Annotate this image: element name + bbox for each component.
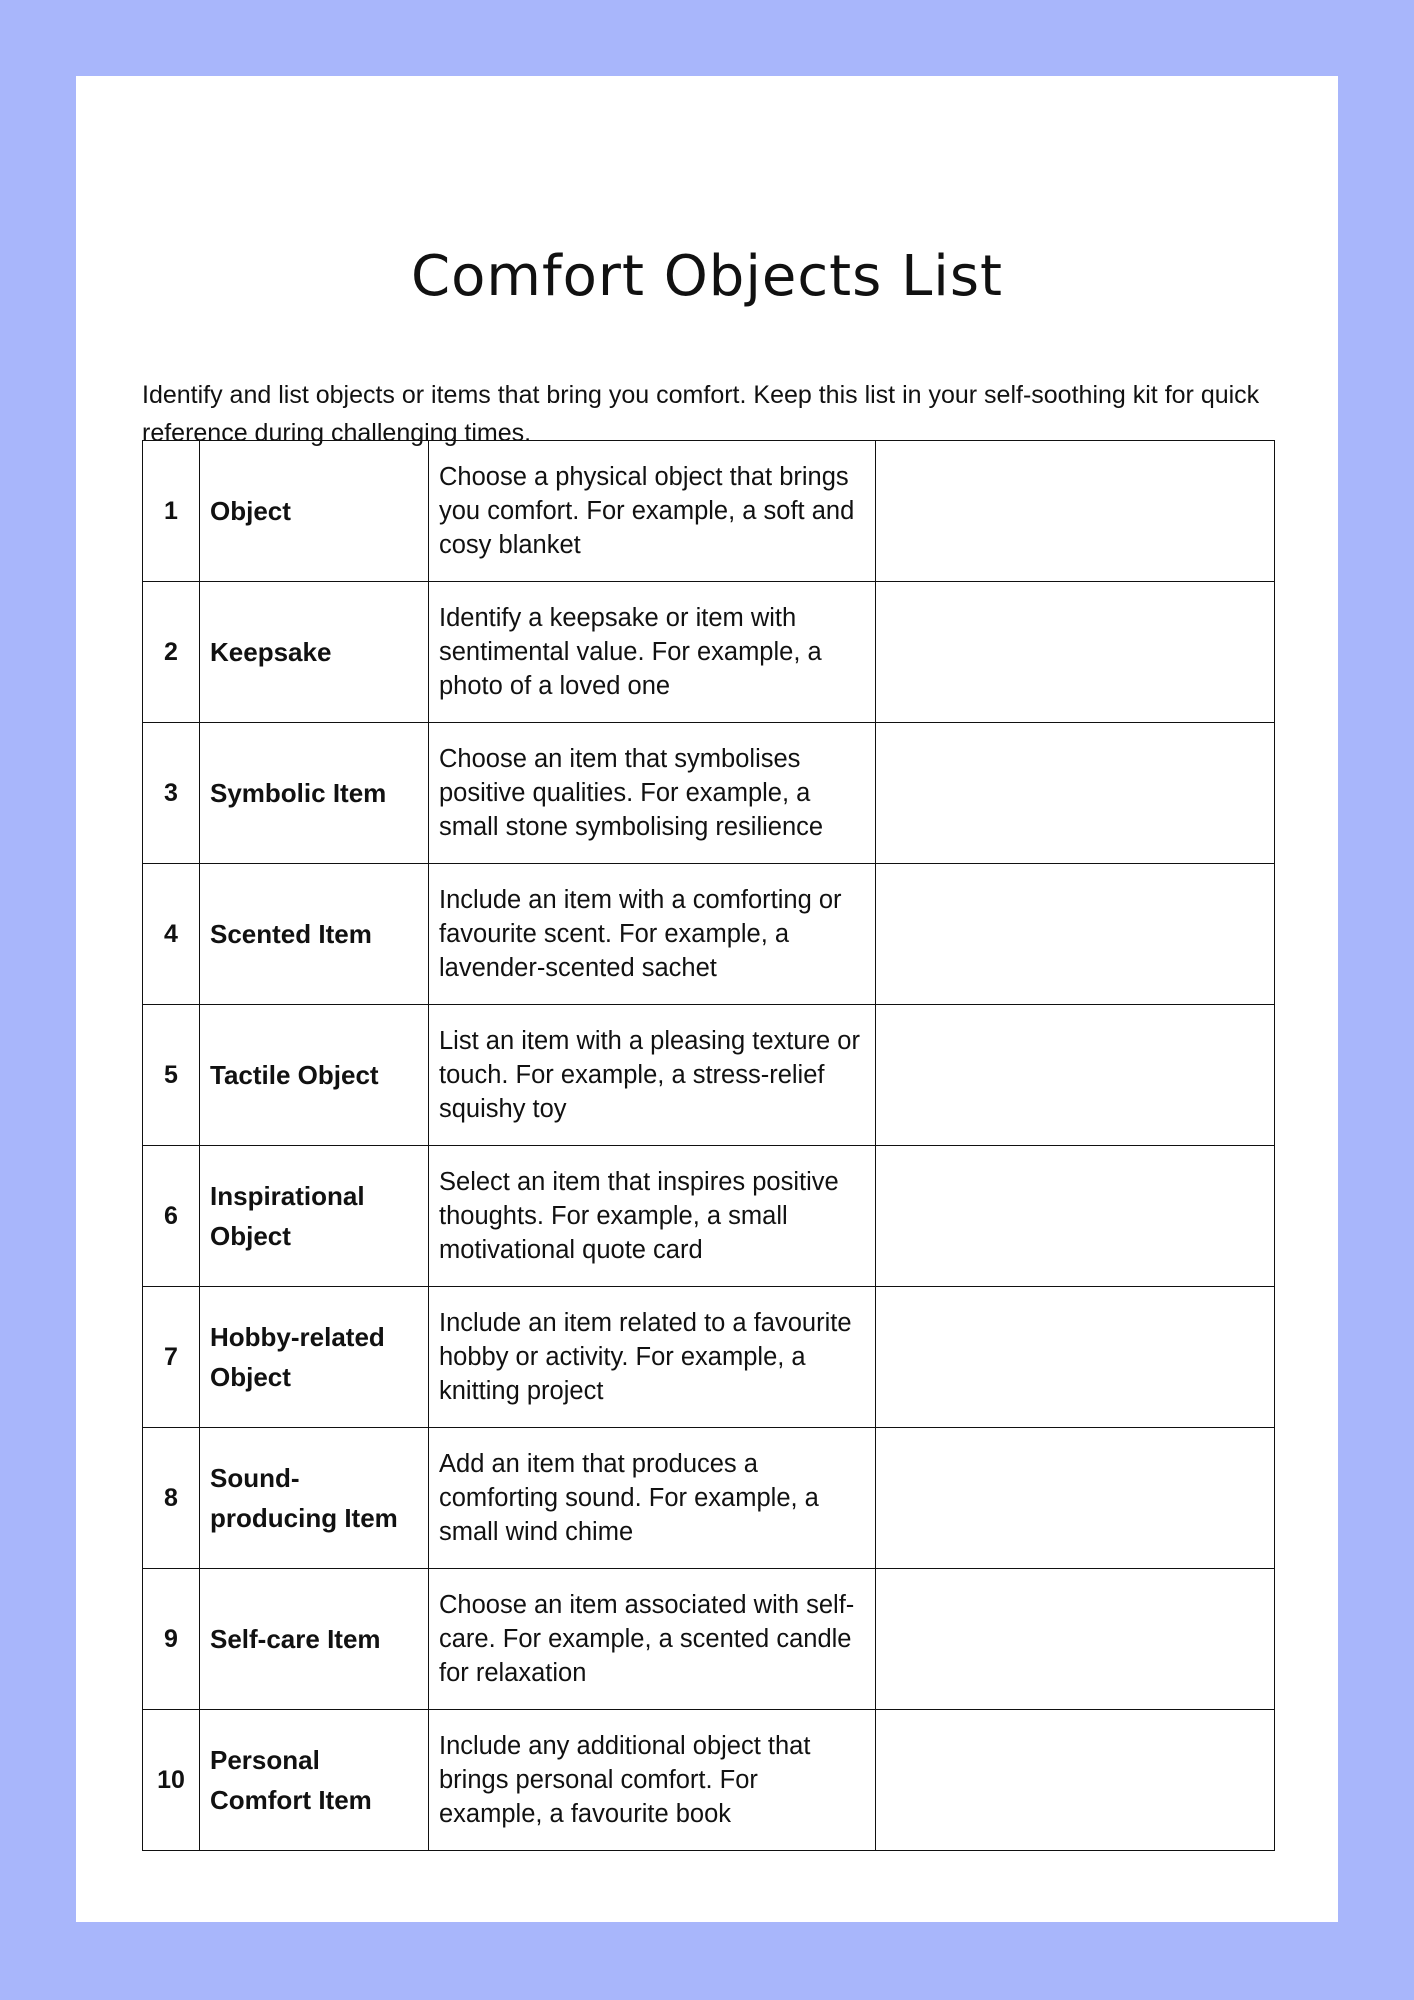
row-number: 3 [143, 723, 200, 864]
item-description: Identify a keepsake or item with sentimental value. For example, a photo of a loved one [429, 582, 876, 723]
answer-cell[interactable] [876, 441, 1275, 582]
item-category: Object [200, 441, 429, 582]
row-number: 9 [143, 1569, 200, 1710]
answer-cell[interactable] [876, 723, 1275, 864]
item-category: Personal Comfort Item [200, 1710, 429, 1851]
answer-cell[interactable] [876, 1569, 1275, 1710]
answer-cell[interactable] [876, 1287, 1275, 1428]
page-title: Comfort Objects List [411, 244, 1003, 309]
item-description: Select an item that inspires positive thoughts. For example, a small motivational quote card [429, 1146, 876, 1287]
table-row [143, 864, 1275, 1005]
table-row [143, 582, 1275, 723]
item-category: Scented Item [200, 864, 429, 1005]
intro-text: Identify and list objects or items that bring you comfort. Keep this list in your self-soothing kit for quick reference during challenging times. [142, 381, 1260, 447]
answer-cell[interactable] [876, 1428, 1275, 1569]
item-category: Symbolic Item [200, 723, 429, 864]
answer-cell[interactable] [876, 1146, 1275, 1287]
item-category: Self-care Item [200, 1569, 429, 1710]
item-description: Include an item with a comforting or favourite scent. For example, a lavender-scented sachet [429, 864, 876, 1005]
table-row [143, 1146, 1275, 1287]
table-row [143, 723, 1275, 864]
table-row [143, 1710, 1275, 1851]
item-description: Choose an item associated with self-care. For example, a scented candle for relaxation [429, 1569, 876, 1710]
item-description: Include an item related to a favourite hobby or activity. For example, a knitting project [429, 1287, 876, 1428]
answer-cell[interactable] [876, 1005, 1275, 1146]
item-description: Choose a physical object that brings you comfort. For example, a soft and cosy blanket [429, 441, 876, 582]
item-description: Include any additional object that brings personal comfort. For example, a favourite book [429, 1710, 876, 1851]
row-number: 6 [143, 1146, 200, 1287]
row-number: 8 [143, 1428, 200, 1569]
item-category: Inspirational Object [200, 1146, 429, 1287]
table-row [143, 1005, 1275, 1146]
row-number: 4 [143, 864, 200, 1005]
row-number: 5 [143, 1005, 200, 1146]
item-description: Add an item that produces a comforting sound. For example, a small wind chime [429, 1428, 876, 1569]
row-number: 7 [143, 1287, 200, 1428]
answer-cell[interactable] [876, 582, 1275, 723]
answer-cell[interactable] [876, 864, 1275, 1005]
table-row [143, 1569, 1275, 1710]
comfort-objects-table [142, 440, 1275, 1851]
item-category: Hobby-related Object [200, 1287, 429, 1428]
table-row [143, 441, 1275, 582]
table-row [143, 1287, 1275, 1428]
worksheet-page [76, 76, 1338, 1922]
row-number: 2 [143, 582, 200, 723]
item-category: Sound-producing Item [200, 1428, 429, 1569]
answer-cell[interactable] [876, 1710, 1275, 1851]
row-number: 10 [143, 1710, 200, 1851]
item-description: Choose an item that symbolises positive qualities. For example, a small stone symbolising resilience [429, 723, 876, 864]
table-row [143, 1428, 1275, 1569]
item-category: Tactile Object [200, 1005, 429, 1146]
row-number: 1 [143, 441, 200, 582]
item-description: List an item with a pleasing texture or touch. For example, a stress-relief squishy toy [429, 1005, 876, 1146]
item-category: Keepsake [200, 582, 429, 723]
